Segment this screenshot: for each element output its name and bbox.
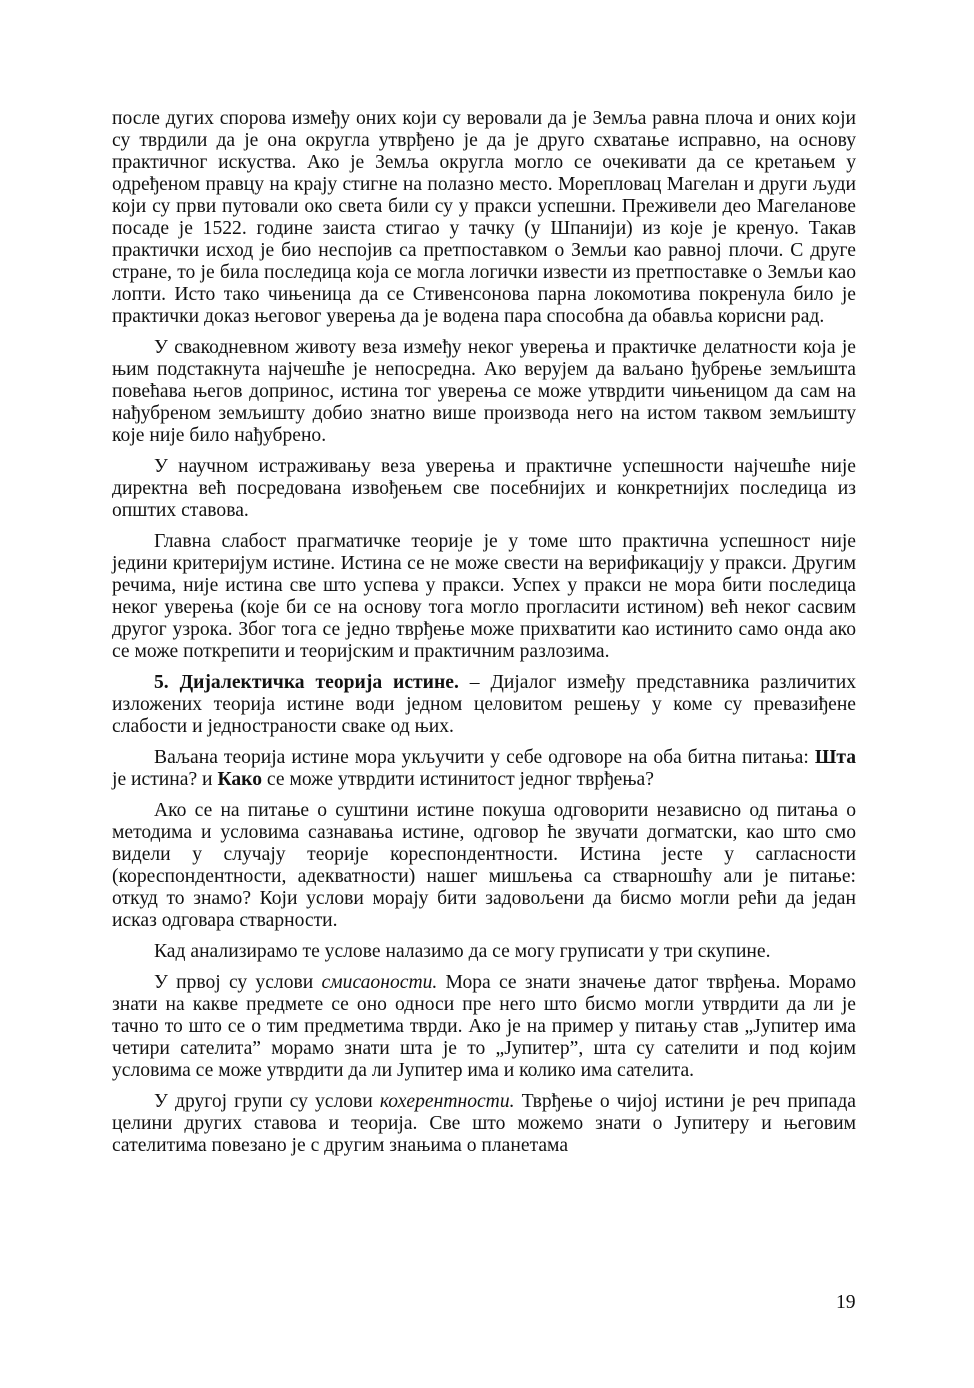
section-heading-paragraph bbox=[112, 672, 856, 738]
section-heading: 5. Дијалектичка теорија истине. bbox=[154, 672, 459, 693]
paragraph-text: Тврђење о чијој истини је реч припада целини других ставова и теорија. Све што можемо знати о Јупитеру и његовим сателитима повезано је с другим знањима о планетама bbox=[112, 1091, 856, 1156]
paragraph-text: се може утврдити истинитост једног тврђења? bbox=[262, 769, 654, 790]
paragraph: Кад анализирамо те услове налазимо да се могу груписати у три скупине. bbox=[154, 941, 771, 962]
paragraph-text: је истина? и bbox=[112, 769, 218, 790]
paragraph: У научном истраживању веза уверења и практичне успешности најчешће није директна већ посредована извођењем све посебнијих и конкретнијих последица из општих ставова. bbox=[112, 456, 856, 521]
paragraph-text: Мора се знати значење датог тврђења. Морамо знати на какве предмете се оно односи пре него што бисмо могли утврдити да ли је тачно то што се о тим предметима тврди. Ако је на пример у питању став „Јупитер има четири сателита” морамо знати шта је то „Јупитер”, шта су сателити и под којим условима се може утврдити да ли Јупитер има и колико има сателита. bbox=[112, 972, 856, 1081]
page-body bbox=[112, 108, 856, 1166]
paragraph: Главна слабост прагматичке теорије је у томе што практична успешност није једини критеријум истине. Истина се не може свести на верификацију у пракси. Другим речима, није истина све што успева у пракси. Успех у пракси не мора бити последица неког уверења (које би се на основу тога могло прогласити истином) већ неког сасвим другог узрока. Због тога се једно тврђење може прихватити као истинито само онда ако се може поткрепити и теоријским и практичним разлозима. bbox=[112, 531, 856, 662]
paragraph bbox=[112, 972, 856, 1082]
emphasis-italic: смисаоности. bbox=[321, 972, 438, 993]
emphasis-italic: кохерентности. bbox=[379, 1091, 515, 1112]
page-number: 19 bbox=[836, 1292, 856, 1313]
paragraph: У свакодневном животу веза између неког уверења и практичке делатности која је њим подстакнута најчешће је непосредна. Ако верујем да ваљано ђубрење земљишта повећава његов допринос, истина тог уверења се може утврдити чињеницом да сам на нађубреном земљишту добио знатно више производа него на истом таквом земљишту које није било нађубрено. bbox=[112, 337, 856, 446]
paragraph: после дугих спорова између оних који су веровали да је Земља равна плоча и оних који су тврдили да је она округла утврђено је да је друго схватање исправно, на основу практичног искуства. Ако је Земља округла могло се очекивати да се кретањем у одређеном правцу на крају стигне на полазно место. Морепловац Магелан и други људи који су први путовали око света били су у пракси успешни. Преживели део Магеланове посаде је 1522. године заиста стигао у тачку (у Шпанији) из које је кренуо. Такав практички исход је био неспојив са претпоставком о Земљи као равној плочи. С друге стране, то је била последица која се могла логички извести из претпоставке о Земљи као лопти. Исто тако чињеница да се Стивенсонова парна локомотива покренула било је практички доказ његовог уверења да је водена пара способна да обавља корисни рад. bbox=[112, 108, 856, 327]
paragraph: Ако се на питање о суштини истине покуша одговорити независно од питања о методима и условима сазнавања истине, одговор ће звучати догматски, као што смо видели у случају теорије кореспондентности. Истина јесте у сагласности (кореспондентности, адекватности) нашег мишљења са стварношћу али је питање: откуд то знамо? Који услови морају бити задовољени да бисмо могли рећи да један исказ одговара стварности. bbox=[112, 800, 856, 931]
paragraph bbox=[112, 747, 856, 791]
paragraph-text: У другој групи су услови bbox=[154, 1091, 380, 1112]
emphasis-bold: Како bbox=[217, 769, 263, 790]
paragraph-text: Ваљана теорија истине мора укључити у себе одговоре на оба битна питања: bbox=[154, 747, 815, 768]
emphasis-bold: Шта bbox=[814, 747, 856, 768]
paragraph-text: У првој су услови bbox=[154, 972, 322, 993]
paragraph bbox=[112, 1091, 856, 1157]
paragraph-text: – Дијалог између представника различитих изложених теорија истине води једном целовитом решењу у коме су превазиђене слабости и једностраности сваке од њих. bbox=[112, 672, 856, 737]
